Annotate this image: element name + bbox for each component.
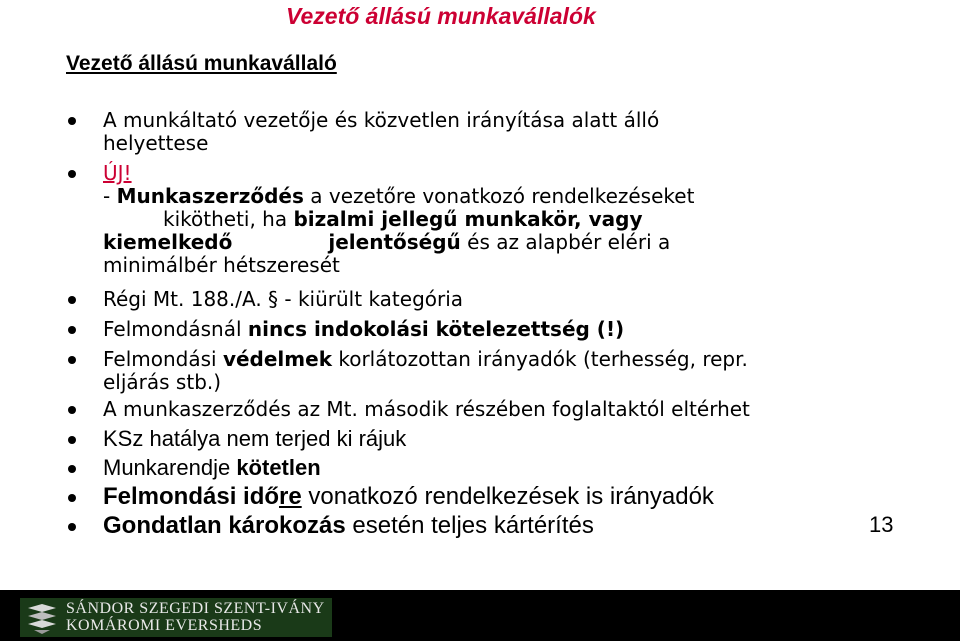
list-item-text: Munkarendje <box>103 455 237 480</box>
list-item-bold: védelmek <box>222 347 332 371</box>
list-item-contract-deviation <box>103 398 750 421</box>
list-item-bold: nincs indokolási kötelezettség (!) <box>247 317 625 341</box>
list-item-text: Felmondási <box>103 347 223 371</box>
slide-title: Vezető állású munkavállalók <box>286 3 596 29</box>
list-item-notice-period <box>103 483 714 511</box>
list-item-text: A munkaszerződés az Mt. második részében foglaltaktól eltérhet <box>103 397 750 421</box>
list-item-text: KSz hatálya nem terjed ki rájuk <box>103 426 407 451</box>
list-item-text: Régi Mt. 188./A. § - kiürült kategória <box>103 287 464 311</box>
firm-name <box>66 600 325 634</box>
section-heading: Vezető állású munkavállaló <box>66 52 337 75</box>
list-item-text: minimálbér hétszeresét <box>103 253 340 277</box>
list-item-text: vonatkozó rendelkezések is irányadók <box>301 483 714 510</box>
list-item-text: a vezetőre vonatkozó rendelkezéseket <box>303 184 695 208</box>
list-item-text: esetén teljes kártérítés <box>345 512 594 539</box>
firm-logo-icon <box>24 600 60 635</box>
list-item-bold: kiemelkedő <box>103 230 233 254</box>
list-item-text: korlátozottan irányadók (terhesség, repr. <box>332 347 748 371</box>
list-item-bold: bizalmi jellegű munkakör, vagy <box>293 207 643 231</box>
list-item-work-schedule <box>103 456 321 480</box>
list-item-bold: Gondatlan károkozás <box>103 512 346 539</box>
firm-name-line2: KOMÁROMI EVERSHEDS <box>66 617 263 634</box>
list-item-bold-underlined: re <box>279 483 302 510</box>
list-item-text: helyettese <box>103 131 209 155</box>
list-item-text: kikötheti, ha <box>163 207 294 231</box>
list-item-definition <box>103 109 659 155</box>
list-item-collective-agreement <box>103 427 406 451</box>
list-item-bold: kötetlen <box>236 455 321 480</box>
list-item-text: - <box>103 184 117 208</box>
list-item-text: eljárás stb.) <box>103 370 222 394</box>
list-item-bold: Felmondási idő <box>103 483 280 510</box>
page-number: 13 <box>869 512 894 537</box>
list-item-bold: Munkaszerződés <box>116 184 304 208</box>
list-item-negligence <box>103 512 594 540</box>
firm-name-line1: SÁNDOR SZEGEDI SZENT-IVÁNY <box>66 600 325 617</box>
list-item-protections <box>103 348 748 394</box>
list-item-text: A munkáltató vezetője és közvetlen irányítása alatt álló <box>103 108 660 132</box>
list-item-new-rule <box>103 162 694 277</box>
list-item-text: és az alapbér eléri a <box>460 230 671 254</box>
list-item-termination <box>103 318 624 341</box>
list-item-text: Felmondásnál <box>103 317 248 341</box>
list-item-bold: jelentőségű <box>328 230 461 254</box>
new-badge: ÚJ! <box>103 161 132 185</box>
list-item-old-law <box>103 288 463 311</box>
